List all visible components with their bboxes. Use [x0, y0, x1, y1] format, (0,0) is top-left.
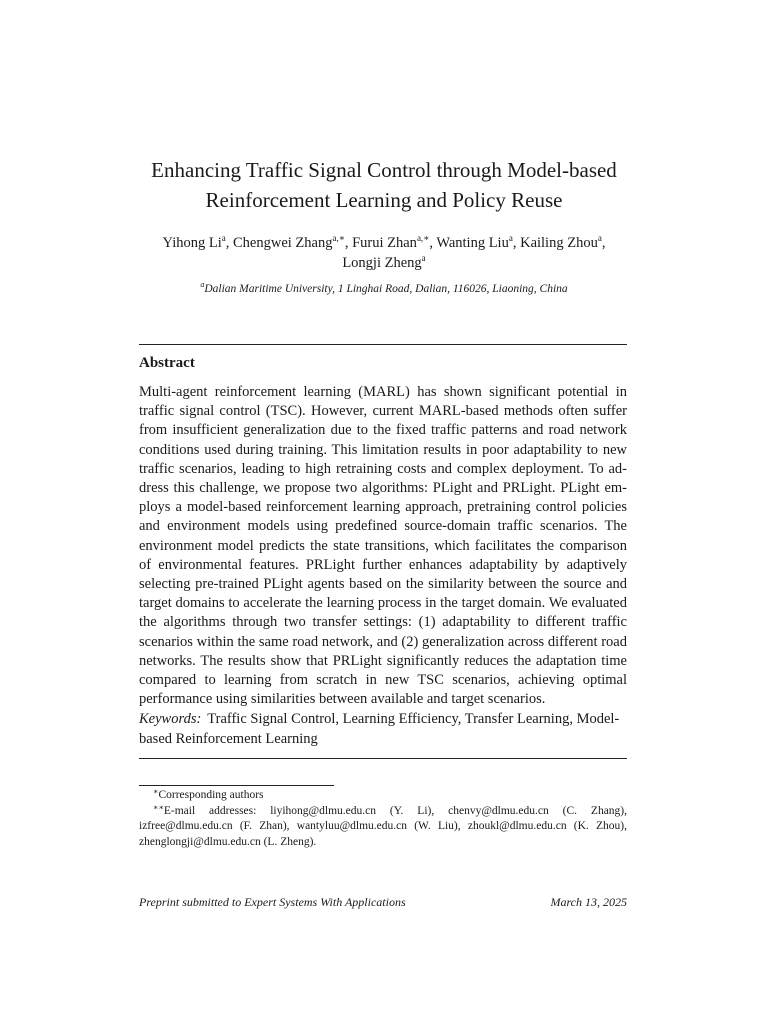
paper-title [120, 155, 648, 215]
author: Wanting Liu$^a$, [436, 233, 521, 251]
footnote-rule [139, 785, 334, 786]
keywords [139, 710, 627, 749]
affiliation [110, 280, 658, 295]
abstract-heading: Abstract [139, 355, 195, 371]
footnote-corresponding: ∗Corresponding authors [153, 787, 264, 801]
author-list [130, 233, 638, 273]
author: Chengwei Zhang$^{a,∗}$, [233, 233, 353, 251]
affiliation-marker: a [200, 280, 205, 289]
author: Furui Zhan$^{a,∗}$, [352, 233, 437, 251]
author: Longji Zheng$^a$ [342, 253, 426, 271]
title-line-2: Reinforcement Learning and Policy Reuse [205, 188, 563, 212]
keywords-list: Traffic Signal Control, Learning Efficiency, Transfer Learning, Model-based Reinforcement Learning [139, 711, 620, 747]
footnote-emails: ∗∗E-mail addresses: liyihong@dlmu.edu.cn (Y. Li), chenvy@dlmu.edu.cn (C. Zhang), izfree@dlmu.edu.cn (F. Zhan), wantyluu@dlmu.edu.cn (W. Liu), zhoukl@dlmu.edu.cn (K. Zhou), zhenglongji@dlmu.edu.cn (L. Zheng). [139, 802, 627, 848]
abstract-bottom-rule [139, 758, 627, 759]
submission-date: March 13, 2025 [550, 895, 627, 909]
preprint-note: Preprint submitted to Expert Systems With Applications [139, 895, 406, 909]
abstract-text: Multi-agent reinforcement learning (MARL) has shown significant potential in traffic signal control (TSC). However, current MARL-based methods often suffer from insufficient generalization due to the fixed traffic patterns and road network conditions used during training. This limitation results in poor adaptability to new traffic scenarios, leading to high retraining costs and complex deployment. To address this challenge, we propose two algorithms: PLight and PRLight. PLight employs a model-based reinforcement learning approach, pretraining control policies and environment models using predefined source-domain traffic scenarios. The environment model predicts the state transitions, which facilitates the comparison of environmental features. PRLight further enhances adaptability by adaptively selecting pre-trained PLight agents based on the similarity between the source and target domains to accelerate the learning process in the target domain. We evaluated the algorithms through two transfer settings: (1) adaptability to different traffic scenarios within the same road network, and (2) generalization across different road networks. The results show that PRLight significantly reduces the adaptation time compared to learning from scratch in new TSC scenarios, achieving optimal performance using similarities between available and target scenarios. [139, 384, 627, 708]
author: Yihong Li$^a$, [162, 233, 233, 251]
footnotes [139, 788, 627, 850]
author: Kailing Zhou$^a$, [520, 233, 606, 251]
abstract-top-rule [139, 344, 627, 345]
title-line-1: Enhancing Traffic Signal Control through Model-based [151, 158, 617, 182]
keywords-label: Keywords: [139, 711, 202, 727]
affiliation-text: Dalian Maritime University, 1 Linghai Road, Dalian, 116026, Liaoning, China [204, 283, 568, 295]
